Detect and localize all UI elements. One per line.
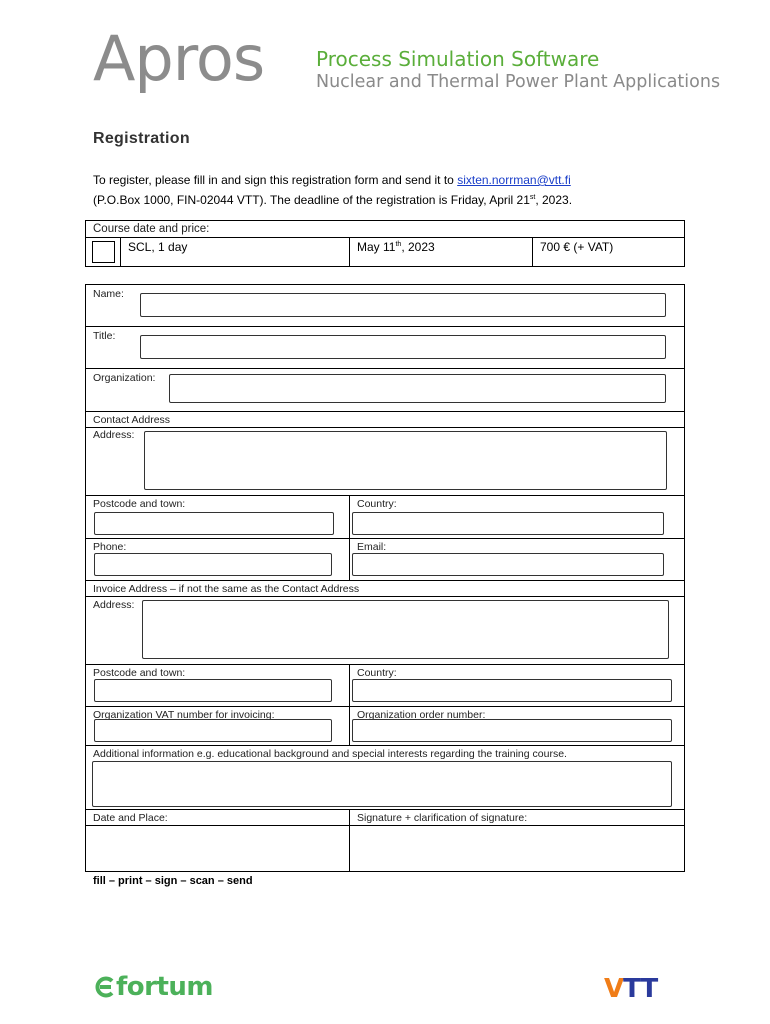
email-label: Email: (357, 541, 387, 553)
date-place-label: Date and Place: (93, 812, 168, 824)
divider (85, 745, 685, 746)
country-field[interactable] (352, 512, 664, 535)
course-name: SCL, 1 day (128, 240, 188, 254)
intro-line-1: To register, please fill in and sign this registration form and send it to sixten.norrman@vtt.fi (93, 173, 571, 187)
postcode-field[interactable] (94, 512, 334, 535)
divider (85, 706, 685, 707)
signature-field[interactable] (350, 826, 684, 871)
invoice-postcode-label: Postcode and town: (93, 667, 186, 679)
vtt-logo: VTT (604, 974, 658, 1004)
postcode-label: Postcode and town: (93, 498, 186, 510)
country-label: Country: (357, 498, 397, 510)
course-checkbox[interactable] (92, 241, 115, 263)
title-field[interactable] (140, 335, 666, 359)
fortum-logo: fortum (95, 972, 213, 1002)
intro-text (93, 170, 572, 210)
divider (349, 237, 350, 267)
email-link[interactable]: sixten.norrman@vtt.fi (457, 173, 571, 187)
order-number-field[interactable] (352, 719, 672, 742)
address-label: Address: (93, 429, 135, 441)
phone-label: Phone: (93, 541, 127, 553)
invoice-address-field[interactable] (142, 600, 669, 659)
address-field[interactable] (144, 431, 667, 490)
invoice-postcode-field[interactable] (94, 679, 332, 702)
contact-address-heading: Contact Address (93, 414, 171, 426)
divider (349, 664, 350, 745)
additional-info-label: Additional information e.g. educational background and special interests regarding the training course. (93, 748, 567, 760)
course-label: Course date and price: (93, 223, 210, 235)
page-title: Registration (93, 130, 190, 147)
email-field[interactable] (352, 553, 664, 576)
divider (532, 237, 533, 267)
divider (85, 664, 685, 665)
organization-label: Organization: (93, 372, 156, 384)
intro-line-2: (P.O.Box 1000, FIN-02044 VTT). The deadline of the registration is Friday, April 21st, 2023. (93, 193, 573, 207)
footer-instruction: fill – print – sign – scan – send (93, 875, 253, 887)
divider (85, 596, 685, 597)
name-field[interactable] (140, 293, 666, 317)
signature-label: Signature + clarification of signature: (357, 812, 528, 824)
tagline-primary: Process Simulation Software (316, 47, 600, 71)
vat-number-label: Organization VAT number for invoicing: (93, 709, 275, 721)
name-label: Name: (93, 288, 124, 300)
invoice-address-heading: Invoice Address – if not the same as the Contact Address (93, 583, 360, 595)
course-date: May 11th, 2023 (357, 240, 435, 254)
title-label: Title: (93, 330, 116, 342)
apros-logo: Apros (93, 22, 265, 95)
vat-number-field[interactable] (94, 719, 332, 742)
divider (85, 237, 685, 238)
invoice-address-label: Address: (93, 599, 135, 611)
divider (85, 326, 685, 327)
divider (85, 368, 685, 369)
fortum-mark-icon (95, 976, 115, 998)
divider (85, 427, 685, 428)
invoice-country-field[interactable] (352, 679, 672, 702)
divider (85, 411, 685, 412)
date-place-field[interactable] (86, 826, 349, 871)
course-price: 700 € (+ VAT) (540, 240, 614, 254)
organization-field[interactable] (169, 374, 666, 403)
tagline-secondary: Nuclear and Thermal Power Plant Applications (316, 72, 721, 92)
divider (85, 495, 685, 496)
divider (85, 809, 685, 810)
divider (120, 237, 121, 267)
divider (85, 580, 685, 581)
invoice-country-label: Country: (357, 667, 397, 679)
order-number-label: Organization order number: (357, 709, 486, 721)
additional-info-field[interactable] (92, 761, 672, 807)
phone-field[interactable] (94, 553, 332, 576)
divider (85, 538, 685, 539)
